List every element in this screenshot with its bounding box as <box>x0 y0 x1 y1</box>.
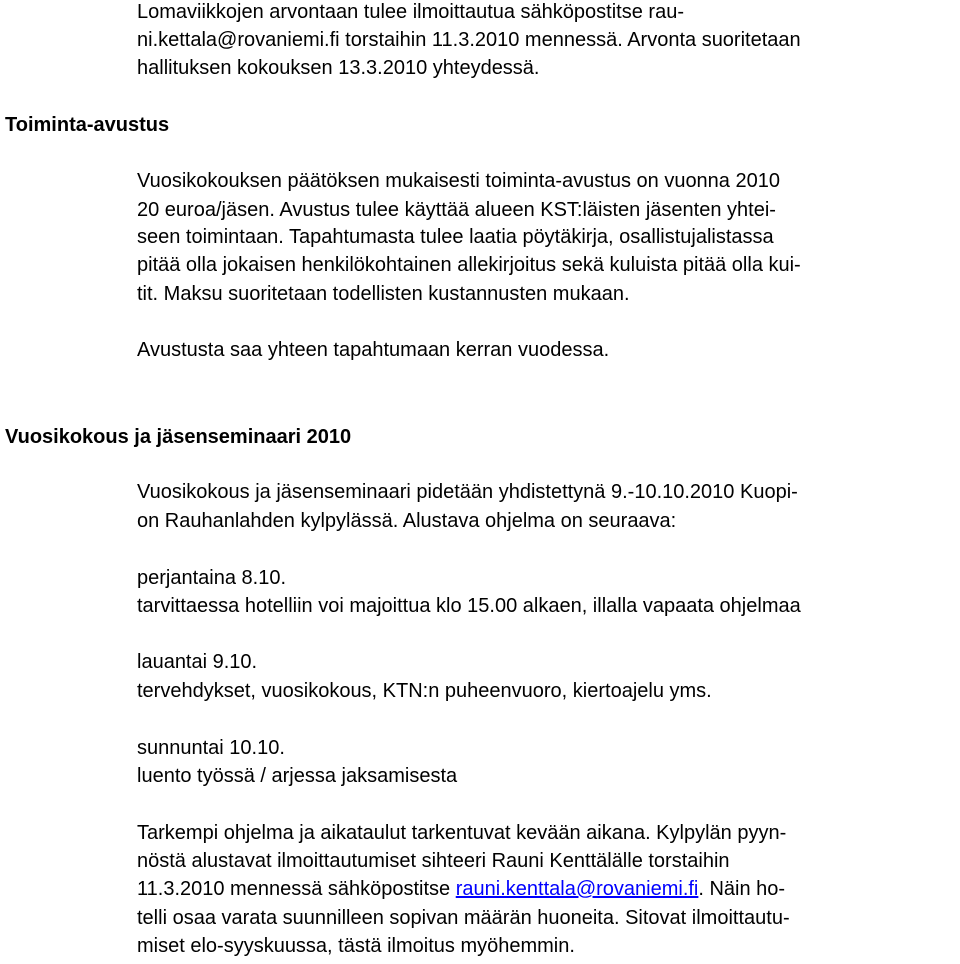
closing-line-2: nöstä alustavat ilmoittautumiset sihteeri Rauni Kenttälälle torstaihin <box>137 850 730 872</box>
program-friday-details: tarvittaessa hotelliin voi majoittua klo 15.00 alkaen, illalla vapaata ohjelmaa <box>137 595 801 617</box>
toiminta-line-3: seen toimintaan. Tapahtumasta tulee laatia pöytäkirja, osallistujalistassa <box>137 226 774 248</box>
toiminta-line-5: tit. Maksu suoritetaan todellisten kustannusten mukaan. <box>137 283 630 305</box>
intro-line-3: hallituksen kokouksen 13.3.2010 yhteydessä. <box>137 57 540 79</box>
closing-line-5: miset elo-syyskuussa, tästä ilmoitus myöhemmin. <box>137 935 575 957</box>
toiminta-line-2: 20 euroa/jäsen. Avustus tulee käyttää alueen KST:läisten jäsenten yhtei- <box>137 199 776 221</box>
program-day-sunday: sunnuntai 10.10. <box>137 737 285 759</box>
closing-line-3-tail: . Näin ho- <box>698 878 786 900</box>
section-heading-toiminta-avustus: Toiminta-avustus <box>5 114 170 136</box>
section-heading-vuosikokous: Vuosikokous ja jäsenseminaari 2010 <box>5 426 352 448</box>
email-link[interactable]: rauni.kenttala@rovaniemi.fi <box>455 878 699 900</box>
program-sunday-details: luento työssä / arjessa jaksamisesta <box>137 765 458 787</box>
program-day-friday: perjantaina 8.10. <box>137 567 287 589</box>
intro-line-2: ni.kettala@rovaniemi.fi torstaihin 11.3.2010 mennessä. Arvonta suoritetaan <box>137 29 801 51</box>
closing-line-4: telli osaa varata suunnilleen sopivan määrän huoneita. Sitovat ilmoittautu- <box>137 907 790 929</box>
program-saturday-details: tervehdykset, vuosikokous, KTN:n puheenvuoro, kiertoajelu yms. <box>137 680 712 702</box>
program-day-saturday: lauantai 9.10. <box>137 651 258 673</box>
toiminta-line-4: pitää olla jokaisen henkilökohtainen allekirjoitus sekä kuluista pitää olla kui- <box>137 254 801 276</box>
closing-line-1: Tarkempi ohjelma ja aikataulut tarkentuvat kevään aikana. Kylpylän pyyn- <box>137 822 787 844</box>
vuosikokous-intro-line-2: on Rauhanlahden kylpylässä. Alustava ohjelma on seuraava: <box>137 510 677 532</box>
closing-line-3 <box>137 877 785 901</box>
closing-line-3-text: 11.3.2010 mennessä sähköpostitse <box>137 878 456 900</box>
toiminta-note: Avustusta saa yhteen tapahtumaan kerran vuodessa. <box>137 339 610 361</box>
vuosikokous-intro-line-1: Vuosikokous ja jäsenseminaari pidetään yhdistettynä 9.-10.10.2010 Kuopi- <box>137 481 798 503</box>
intro-line-1: Lomaviikkojen arvontaan tulee ilmoittautua sähköpostitse rau- <box>137 1 684 23</box>
toiminta-line-1: Vuosikokouksen päätöksen mukaisesti toiminta-avustus on vuonna 2010 <box>137 170 780 192</box>
